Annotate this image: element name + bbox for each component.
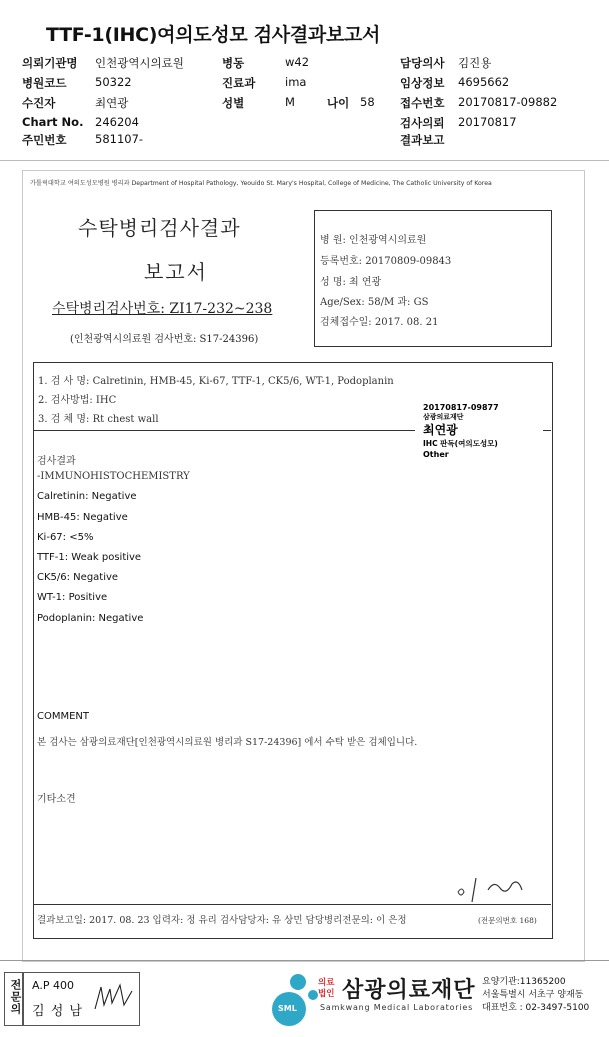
org-name-english: Samkwang Medical Laboratories xyxy=(320,1003,474,1012)
header-value: ima xyxy=(285,75,307,89)
org-contact-line: 대표번호 : 02-3497-5100 xyxy=(482,1003,590,1013)
info-line: 검체접수일: 2017. 08. 21 xyxy=(320,317,439,328)
header-value: 김진용 xyxy=(458,56,492,70)
ap-number: A.P 400 xyxy=(32,979,74,992)
comment-title: COMMENT xyxy=(37,711,90,722)
header-value: 246204 xyxy=(95,115,139,129)
header-key: 나이 xyxy=(327,96,350,110)
sml-logo-dot xyxy=(290,974,306,990)
specialist-name: 김 성 남 xyxy=(32,1004,83,1019)
header-key: 병원코드 xyxy=(22,76,67,90)
test-item: 1. 검 사 명: Calretinin, HMB-45, Ki-67, TTF-1, CK5/6, WT-1, Podoplanin xyxy=(38,376,394,387)
info-line: 등록번호: 20170809-09843 xyxy=(320,256,452,267)
footer-divider xyxy=(0,960,609,961)
sticker-patient: 최연광 xyxy=(423,423,458,437)
header-divider xyxy=(0,160,609,161)
sml-logo-dot xyxy=(308,990,318,1000)
header-value: 50322 xyxy=(95,75,132,89)
header-value: 4695662 xyxy=(458,75,510,89)
test-item: 2. 검사방법: IHC xyxy=(38,395,117,406)
result-item: WT-1: Positive xyxy=(37,592,108,603)
header-key: 접수번호 xyxy=(400,96,445,110)
report-footer: 결과보고일: 2017. 08. 23 입력자: 정 유리 검사담당자: 유 상민 담당병리전문의: 이 은정 xyxy=(37,915,407,926)
header-value: 20170817-09882 xyxy=(458,95,558,109)
sticker-org: 삼광의료재단 xyxy=(423,413,464,421)
header-value: 인천광역시의료원 xyxy=(95,56,184,70)
header-key: Chart No. xyxy=(22,115,84,129)
header-key: 수진자 xyxy=(22,96,56,110)
result-item: Calretinin: Negative xyxy=(37,491,137,502)
org-contact-line: 서울특별시 서초구 양재동 xyxy=(482,990,584,1000)
patient-info-box xyxy=(314,210,552,347)
header-value: 58 xyxy=(360,95,375,109)
comment-text: 본 검사는 삼광의료재단[인천광역시의료원 병리과 S17-24396] 에서 수탁 받은 검체입니다. xyxy=(37,737,418,748)
other-findings-title: 기타소견 xyxy=(37,794,76,805)
specialist-label xyxy=(4,972,24,1026)
result-item: TTF-1: Weak positive xyxy=(37,552,142,563)
info-line: 성 명: 최 연광 xyxy=(320,277,382,288)
result-item: HMB-45: Negative xyxy=(37,512,128,523)
info-line: Age/Sex: 58/M 과: GS xyxy=(320,297,429,308)
specialist-label-text: 전문의 xyxy=(9,979,22,1015)
license-number: (전문의번호 168) xyxy=(478,916,537,925)
header-key: 결과보고 xyxy=(400,133,445,147)
org-type-line: 의료 xyxy=(318,978,335,988)
header-key: 검사의뢰 xyxy=(400,116,445,130)
header-key: 임상정보 xyxy=(400,76,445,90)
report-heading-sub: 보고서 xyxy=(144,260,208,284)
header-key: 진료과 xyxy=(222,76,256,90)
report-heading: 수탁병리검사결과 xyxy=(78,216,241,240)
org-type xyxy=(318,978,334,1000)
sml-logo-text: SML xyxy=(278,1004,297,1013)
header-key: 병동 xyxy=(222,56,245,70)
header-value: 581107- xyxy=(95,132,144,146)
sticker-id: 20170817-09877 xyxy=(423,403,499,412)
header-value: M xyxy=(285,95,295,109)
header-key: 담당의사 xyxy=(400,56,445,70)
specialist-signature xyxy=(91,979,135,1019)
page-title: TTF-1(IHC)여의도성모 검사결과보고서 xyxy=(46,24,381,46)
result-title: 검사결과 xyxy=(37,456,76,467)
header-key: 주민번호 xyxy=(22,133,67,147)
specimen-label-sticker xyxy=(415,399,543,463)
result-method: -IMMUNOHISTOCHEMISTRY xyxy=(37,471,190,482)
org-contact xyxy=(482,976,589,1015)
header-value: w42 xyxy=(285,55,310,69)
org-type-line: 법인 xyxy=(318,989,335,999)
org-name: 삼광의료재단 xyxy=(342,978,476,1003)
header-fields xyxy=(0,0,609,160)
result-item: CK5/6: Negative xyxy=(37,572,119,583)
header-key: 성별 xyxy=(222,96,245,110)
header-value: 20170817 xyxy=(458,115,517,129)
specialist-stamp xyxy=(22,972,140,1026)
result-item: Podoplanin: Negative xyxy=(37,613,144,624)
reference-number: (인천광역시의료원 검사번호: S17-24396) xyxy=(70,334,259,345)
result-item: Ki-67: <5% xyxy=(37,532,94,543)
header-value: 최연광 xyxy=(95,96,129,110)
test-item: 3. 검 체 명: Rt chest wall xyxy=(38,414,159,425)
case-number: 수탁병리검사번호: ZI17-232~238 xyxy=(52,301,273,317)
sticker-test: IHC 판독(여의도성모) xyxy=(423,439,498,448)
org-contact-line: 요양기관:11365200 xyxy=(482,977,566,987)
info-line: 병 원: 인천광역시의료원 xyxy=(320,235,427,246)
header-key: 의뢰기관명 xyxy=(22,56,78,70)
hospital-department-line: 가톨릭대학교 여의도성모병원 병리과 Department of Hospital Pathology, Yeouido St. Mary's Hospital, College of Medicine, The Catholic University of Korea xyxy=(30,180,492,187)
pathologist-signature xyxy=(448,870,538,910)
sticker-type: Other xyxy=(423,450,449,459)
